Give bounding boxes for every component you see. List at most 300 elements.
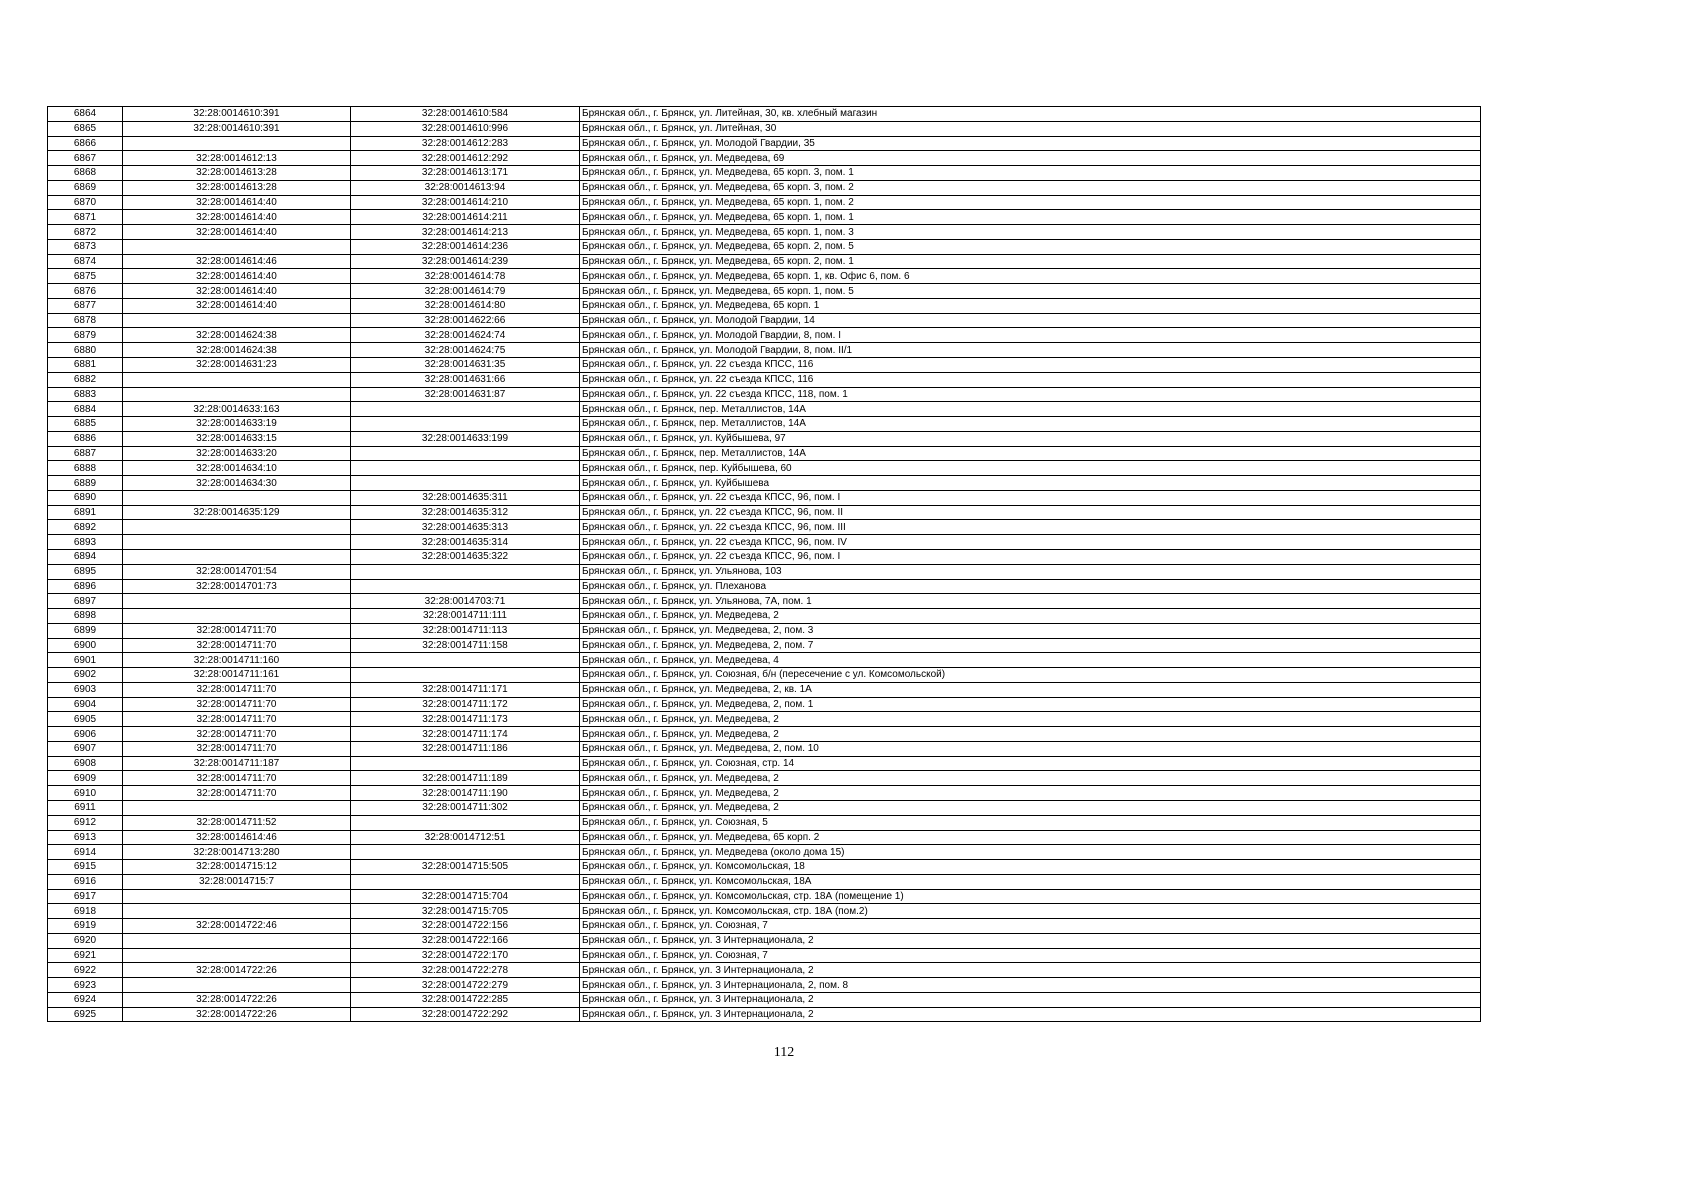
address-cell: Брянская обл., г. Брянск, ул. Медведева, 65 корп. 2, пом. 5: [580, 239, 1481, 254]
parcel-cadastral-number-cell: [123, 889, 351, 904]
parcel-cadastral-number-cell: [123, 904, 351, 919]
table-row: [48, 815, 1481, 830]
parcel-cadastral-number-cell: [123, 520, 351, 535]
row-number-cell: 6884: [48, 402, 123, 417]
object-cadastral-number-cell: 32:28:0014631:66: [351, 372, 580, 387]
row-number-cell: 6911: [48, 800, 123, 815]
address-cell: Брянская обл., г. Брянск, ул. Медведева, 4: [580, 653, 1481, 668]
row-number-cell: 6897: [48, 594, 123, 609]
address-cell: Брянская обл., г. Брянск, ул. Медведева, 2, кв. 1А: [580, 682, 1481, 697]
row-number-cell: 6903: [48, 682, 123, 697]
address-cell: Брянская обл., г. Брянск, ул. Литейная, 30: [580, 121, 1481, 136]
object-cadastral-number-cell: 32:28:0014631:35: [351, 358, 580, 373]
row-number-cell: 6873: [48, 239, 123, 254]
row-number-cell: 6875: [48, 269, 123, 284]
address-cell: Брянская обл., г. Брянск, ул. Комсомольская, 18: [580, 860, 1481, 875]
table-row: [48, 180, 1481, 195]
table-row: [48, 933, 1481, 948]
parcel-cadastral-number-cell: 32:28:0014711:70: [123, 712, 351, 727]
registry-table-body: [48, 107, 1481, 1022]
table-row: [48, 668, 1481, 683]
object-cadastral-number-cell: [351, 579, 580, 594]
row-number-cell: 6872: [48, 225, 123, 240]
row-number-cell: 6867: [48, 151, 123, 166]
object-cadastral-number-cell: 32:28:0014711:302: [351, 800, 580, 815]
object-cadastral-number-cell: 32:28:0014633:199: [351, 431, 580, 446]
row-number-cell: 6890: [48, 490, 123, 505]
object-cadastral-number-cell: 32:28:0014711:171: [351, 682, 580, 697]
row-number-cell: 6894: [48, 549, 123, 564]
address-cell: Брянская обл., г. Брянск, ул. Медведева, 2, пом. 1: [580, 697, 1481, 712]
parcel-cadastral-number-cell: 32:28:0014722:26: [123, 963, 351, 978]
parcel-cadastral-number-cell: 32:28:0014614:40: [123, 195, 351, 210]
parcel-cadastral-number-cell: 32:28:0014633:20: [123, 446, 351, 461]
object-cadastral-number-cell: 32:28:0014612:283: [351, 136, 580, 151]
row-number-cell: 6899: [48, 623, 123, 638]
row-number-cell: 6864: [48, 107, 123, 122]
row-number-cell: 6886: [48, 431, 123, 446]
row-number-cell: 6893: [48, 535, 123, 550]
address-cell: Брянская обл., г. Брянск, ул. Союзная, 5: [580, 815, 1481, 830]
object-cadastral-number-cell: 32:28:0014612:292: [351, 151, 580, 166]
parcel-cadastral-number-cell: [123, 490, 351, 505]
table-row: [48, 978, 1481, 993]
table-row: [48, 579, 1481, 594]
parcel-cadastral-number-cell: 32:28:0014614:40: [123, 298, 351, 313]
table-row: [48, 313, 1481, 328]
object-cadastral-number-cell: 32:28:0014722:285: [351, 992, 580, 1007]
address-cell: Брянская обл., г. Брянск, ул. Комсомольская, 18А: [580, 874, 1481, 889]
address-cell: Брянская обл., г. Брянск, пер. Металлистов, 14А: [580, 417, 1481, 432]
row-number-cell: 6865: [48, 121, 123, 136]
object-cadastral-number-cell: 32:28:0014614:236: [351, 239, 580, 254]
parcel-cadastral-number-cell: 32:28:0014634:10: [123, 461, 351, 476]
row-number-cell: 6922: [48, 963, 123, 978]
parcel-cadastral-number-cell: 32:28:0014633:15: [123, 431, 351, 446]
table-row: [48, 387, 1481, 402]
table-row: [48, 712, 1481, 727]
table-row: [48, 239, 1481, 254]
object-cadastral-number-cell: 32:28:0014635:312: [351, 505, 580, 520]
object-cadastral-number-cell: 32:28:0014614:80: [351, 298, 580, 313]
table-row: [48, 638, 1481, 653]
address-cell: Брянская обл., г. Брянск, ул. 3 Интернационала, 2, пом. 8: [580, 978, 1481, 993]
parcel-cadastral-number-cell: 32:28:0014613:28: [123, 180, 351, 195]
table-row: [48, 431, 1481, 446]
parcel-cadastral-number-cell: 32:28:0014715:12: [123, 860, 351, 875]
address-cell: Брянская обл., г. Брянск, ул. Медведева, 65 корп. 1, пом. 1: [580, 210, 1481, 225]
table-row: [48, 328, 1481, 343]
table-row: [48, 594, 1481, 609]
table-row: [48, 298, 1481, 313]
object-cadastral-number-cell: 32:28:0014614:213: [351, 225, 580, 240]
table-row: [48, 535, 1481, 550]
object-cadastral-number-cell: 32:28:0014711:173: [351, 712, 580, 727]
object-cadastral-number-cell: [351, 402, 580, 417]
object-cadastral-number-cell: 32:28:0014711:186: [351, 741, 580, 756]
address-cell: Брянская обл., г. Брянск, ул. Медведева, 65 корп. 1, кв. Офис 6, пом. 6: [580, 269, 1481, 284]
parcel-cadastral-number-cell: 32:28:0014711:70: [123, 741, 351, 756]
parcel-cadastral-number-cell: 32:28:0014711:70: [123, 638, 351, 653]
parcel-cadastral-number-cell: 32:28:0014711:70: [123, 682, 351, 697]
table-row: [48, 505, 1481, 520]
table-row: [48, 800, 1481, 815]
table-row: [48, 609, 1481, 624]
address-cell: Брянская обл., г. Брянск, ул. 22 съезда КПСС, 96, пом. I: [580, 490, 1481, 505]
parcel-cadastral-number-cell: 32:28:0014635:129: [123, 505, 351, 520]
object-cadastral-number-cell: 32:28:0014614:78: [351, 269, 580, 284]
address-cell: Брянская обл., г. Брянск, ул. Медведева, 2, пом. 7: [580, 638, 1481, 653]
object-cadastral-number-cell: 32:28:0014610:584: [351, 107, 580, 122]
row-number-cell: 6878: [48, 313, 123, 328]
table-row: [48, 904, 1481, 919]
table-row: [48, 490, 1481, 505]
object-cadastral-number-cell: 32:28:0014711:113: [351, 623, 580, 638]
table-row: [48, 195, 1481, 210]
address-cell: Брянская обл., г. Брянск, пер. Металлистов, 14А: [580, 402, 1481, 417]
row-number-cell: 6880: [48, 343, 123, 358]
parcel-cadastral-number-cell: 32:28:0014711:187: [123, 756, 351, 771]
table-row: [48, 372, 1481, 387]
parcel-cadastral-number-cell: 32:28:0014722:26: [123, 992, 351, 1007]
table-row: [48, 225, 1481, 240]
address-cell: Брянская обл., г. Брянск, ул. Медведева, 2: [580, 800, 1481, 815]
address-cell: Брянская обл., г. Брянск, ул. Медведева, 2: [580, 712, 1481, 727]
address-cell: Брянская обл., г. Брянск, ул. 22 съезда КПСС, 96, пом. III: [580, 520, 1481, 535]
row-number-cell: 6908: [48, 756, 123, 771]
object-cadastral-number-cell: 32:28:0014711:172: [351, 697, 580, 712]
address-cell: Брянская обл., г. Брянск, ул. Медведева, 69: [580, 151, 1481, 166]
row-number-cell: 6877: [48, 298, 123, 313]
object-cadastral-number-cell: 32:28:0014715:505: [351, 860, 580, 875]
address-cell: Брянская обл., г. Брянск, ул. Медведева, 65 корп. 1, пом. 5: [580, 284, 1481, 299]
parcel-cadastral-number-cell: 32:28:0014614:40: [123, 284, 351, 299]
parcel-cadastral-number-cell: [123, 313, 351, 328]
object-cadastral-number-cell: [351, 476, 580, 491]
row-number-cell: 6921: [48, 948, 123, 963]
parcel-cadastral-number-cell: [123, 609, 351, 624]
address-cell: Брянская обл., г. Брянск, ул. Молодой Гвардии, 14: [580, 313, 1481, 328]
address-cell: Брянская обл., г. Брянск, ул. Медведева, 65 корп. 1, пом. 3: [580, 225, 1481, 240]
object-cadastral-number-cell: 32:28:0014614:239: [351, 254, 580, 269]
object-cadastral-number-cell: 32:28:0014722:166: [351, 933, 580, 948]
address-cell: Брянская обл., г. Брянск, ул. 22 съезда КПСС, 116: [580, 372, 1481, 387]
table-row: [48, 461, 1481, 476]
address-cell: Брянская обл., г. Брянск, ул. 22 съезда КПСС, 118, пом. 1: [580, 387, 1481, 402]
address-cell: Брянская обл., г. Брянск, ул. Медведева, 2: [580, 786, 1481, 801]
object-cadastral-number-cell: 32:28:0014635:311: [351, 490, 580, 505]
address-cell: Брянская обл., г. Брянск, ул. 22 съезда КПСС, 96, пом. IV: [580, 535, 1481, 550]
address-cell: Брянская обл., г. Брянск, ул. Медведева, 65 корп. 3, пом. 1: [580, 166, 1481, 181]
parcel-cadastral-number-cell: 32:28:0014701:73: [123, 579, 351, 594]
table-row: [48, 948, 1481, 963]
address-cell: Брянская обл., г. Брянск, ул. Литейная, 30, кв. хлебный магазин: [580, 107, 1481, 122]
table-row: [48, 254, 1481, 269]
object-cadastral-number-cell: 32:28:0014712:51: [351, 830, 580, 845]
object-cadastral-number-cell: [351, 417, 580, 432]
address-cell: Брянская обл., г. Брянск, ул. Молодой Гвардии, 8, пом. I: [580, 328, 1481, 343]
parcel-cadastral-number-cell: [123, 948, 351, 963]
row-number-cell: 6882: [48, 372, 123, 387]
row-number-cell: 6898: [48, 609, 123, 624]
address-cell: Брянская обл., г. Брянск, ул. 3 Интернационала, 2: [580, 963, 1481, 978]
parcel-cadastral-number-cell: 32:28:0014610:391: [123, 121, 351, 136]
parcel-cadastral-number-cell: 32:28:0014614:46: [123, 830, 351, 845]
parcel-cadastral-number-cell: 32:28:0014610:391: [123, 107, 351, 122]
address-cell: Брянская обл., г. Брянск, пер. Металлистов, 14А: [580, 446, 1481, 461]
address-cell: Брянская обл., г. Брянск, ул. Ульянова, 103: [580, 564, 1481, 579]
table-row: [48, 269, 1481, 284]
table-row: [48, 136, 1481, 151]
parcel-cadastral-number-cell: 32:28:0014633:19: [123, 417, 351, 432]
address-cell: Брянская обл., г. Брянск, ул. Куйбышева: [580, 476, 1481, 491]
address-cell: Брянская обл., г. Брянск, ул. Медведева, 2: [580, 727, 1481, 742]
row-number-cell: 6883: [48, 387, 123, 402]
address-cell: Брянская обл., г. Брянск, ул. Молодой Гвардии, 8, пом. II/1: [580, 343, 1481, 358]
parcel-cadastral-number-cell: 32:28:0014711:70: [123, 623, 351, 638]
parcel-cadastral-number-cell: 32:28:0014634:30: [123, 476, 351, 491]
object-cadastral-number-cell: 32:28:0014631:87: [351, 387, 580, 402]
row-number-cell: 6900: [48, 638, 123, 653]
row-number-cell: 6910: [48, 786, 123, 801]
table-row: [48, 653, 1481, 668]
row-number-cell: 6902: [48, 668, 123, 683]
row-number-cell: 6915: [48, 860, 123, 875]
parcel-cadastral-number-cell: [123, 372, 351, 387]
table-row: [48, 564, 1481, 579]
object-cadastral-number-cell: 32:28:0014610:996: [351, 121, 580, 136]
row-number-cell: 6916: [48, 874, 123, 889]
address-cell: Брянская обл., г. Брянск, ул. Плеханова: [580, 579, 1481, 594]
object-cadastral-number-cell: 32:28:0014614:210: [351, 195, 580, 210]
row-number-cell: 6909: [48, 771, 123, 786]
object-cadastral-number-cell: 32:28:0014711:158: [351, 638, 580, 653]
table-row: [48, 756, 1481, 771]
address-cell: Брянская обл., г. Брянск, ул. 3 Интернационала, 2: [580, 1007, 1481, 1022]
object-cadastral-number-cell: [351, 564, 580, 579]
row-number-cell: 6879: [48, 328, 123, 343]
parcel-cadastral-number-cell: [123, 387, 351, 402]
parcel-cadastral-number-cell: 32:28:0014713:280: [123, 845, 351, 860]
row-number-cell: 6904: [48, 697, 123, 712]
address-cell: Брянская обл., г. Брянск, ул. Медведева (около дома 15): [580, 845, 1481, 860]
object-cadastral-number-cell: [351, 653, 580, 668]
parcel-cadastral-number-cell: [123, 549, 351, 564]
address-cell: Брянская обл., г. Брянск, ул. Ульянова, 7А, пом. 1: [580, 594, 1481, 609]
parcel-cadastral-number-cell: 32:28:0014711:70: [123, 786, 351, 801]
table-row: [48, 830, 1481, 845]
row-number-cell: 6870: [48, 195, 123, 210]
row-number-cell: 6869: [48, 180, 123, 195]
parcel-cadastral-number-cell: [123, 594, 351, 609]
table-row: [48, 476, 1481, 491]
row-number-cell: 6866: [48, 136, 123, 151]
table-row: [48, 919, 1481, 934]
address-cell: Брянская обл., г. Брянск, ул. Медведева, 2: [580, 771, 1481, 786]
parcel-cadastral-number-cell: 32:28:0014711:70: [123, 771, 351, 786]
row-number-cell: 6905: [48, 712, 123, 727]
address-cell: Брянская обл., г. Брянск, ул. Медведева, 65 корп. 1: [580, 298, 1481, 313]
property-registry-table: [47, 106, 1481, 1022]
row-number-cell: 6913: [48, 830, 123, 845]
parcel-cadastral-number-cell: [123, 535, 351, 550]
row-number-cell: 6889: [48, 476, 123, 491]
address-cell: Брянская обл., г. Брянск, ул. 22 съезда КПСС, 96, пом. II: [580, 505, 1481, 520]
table-row: [48, 343, 1481, 358]
row-number-cell: 6888: [48, 461, 123, 476]
table-row: [48, 446, 1481, 461]
address-cell: Брянская обл., г. Брянск, ул. 22 съезда КПСС, 116: [580, 358, 1481, 373]
object-cadastral-number-cell: [351, 845, 580, 860]
table-row: [48, 284, 1481, 299]
row-number-cell: 6907: [48, 741, 123, 756]
object-cadastral-number-cell: 32:28:0014613:171: [351, 166, 580, 181]
row-number-cell: 6924: [48, 992, 123, 1007]
parcel-cadastral-number-cell: [123, 978, 351, 993]
parcel-cadastral-number-cell: 32:28:0014614:40: [123, 225, 351, 240]
parcel-cadastral-number-cell: 32:28:0014612:13: [123, 151, 351, 166]
object-cadastral-number-cell: 32:28:0014722:278: [351, 963, 580, 978]
row-number-cell: 6896: [48, 579, 123, 594]
row-number-cell: 6901: [48, 653, 123, 668]
parcel-cadastral-number-cell: [123, 800, 351, 815]
row-number-cell: 6881: [48, 358, 123, 373]
page-number: 112: [773, 1045, 795, 1060]
object-cadastral-number-cell: [351, 874, 580, 889]
object-cadastral-number-cell: 32:28:0014711:189: [351, 771, 580, 786]
object-cadastral-number-cell: [351, 461, 580, 476]
object-cadastral-number-cell: [351, 668, 580, 683]
row-number-cell: 6925: [48, 1007, 123, 1022]
table-row: [48, 992, 1481, 1007]
table-row: [48, 682, 1481, 697]
address-cell: Брянская обл., г. Брянск, ул. Комсомольская, стр. 18А (пом.2): [580, 904, 1481, 919]
parcel-cadastral-number-cell: 32:28:0014613:28: [123, 166, 351, 181]
address-cell: Брянская обл., г. Брянск, ул. Медведева, 2, пом. 3: [580, 623, 1481, 638]
row-number-cell: 6919: [48, 919, 123, 934]
address-cell: Брянская обл., г. Брянск, ул. 3 Интернационала, 2: [580, 933, 1481, 948]
table-row: [48, 210, 1481, 225]
object-cadastral-number-cell: [351, 756, 580, 771]
parcel-cadastral-number-cell: 32:28:0014624:38: [123, 343, 351, 358]
row-number-cell: 6917: [48, 889, 123, 904]
object-cadastral-number-cell: 32:28:0014715:704: [351, 889, 580, 904]
table-row: [48, 402, 1481, 417]
object-cadastral-number-cell: 32:28:0014711:111: [351, 609, 580, 624]
address-cell: Брянская обл., г. Брянск, ул. Медведева, 65 корп. 2, пом. 1: [580, 254, 1481, 269]
row-number-cell: 6887: [48, 446, 123, 461]
parcel-cadastral-number-cell: 32:28:0014614:40: [123, 269, 351, 284]
object-cadastral-number-cell: 32:28:0014635:314: [351, 535, 580, 550]
parcel-cadastral-number-cell: 32:28:0014614:46: [123, 254, 351, 269]
table-row: [48, 166, 1481, 181]
address-cell: Брянская обл., г. Брянск, ул. Союзная, стр. 14: [580, 756, 1481, 771]
table-row: [48, 358, 1481, 373]
table-row: [48, 697, 1481, 712]
row-number-cell: 6885: [48, 417, 123, 432]
address-cell: Брянская обл., г. Брянск, ул. Медведева, 65 корп. 1, пом. 2: [580, 195, 1481, 210]
table-row: [48, 1007, 1481, 1022]
parcel-cadastral-number-cell: 32:28:0014715:7: [123, 874, 351, 889]
address-cell: Брянская обл., г. Брянск, ул. Медведева, 65 корп. 3, пом. 2: [580, 180, 1481, 195]
object-cadastral-number-cell: 32:28:0014722:170: [351, 948, 580, 963]
table-row: [48, 845, 1481, 860]
object-cadastral-number-cell: 32:28:0014613:94: [351, 180, 580, 195]
parcel-cadastral-number-cell: 32:28:0014711:52: [123, 815, 351, 830]
table-row: [48, 860, 1481, 875]
address-cell: Брянская обл., г. Брянск, ул. Союзная, 7: [580, 919, 1481, 934]
parcel-cadastral-number-cell: [123, 933, 351, 948]
row-number-cell: 6874: [48, 254, 123, 269]
table-row: [48, 623, 1481, 638]
address-cell: Брянская обл., г. Брянск, ул. Молодой Гвардии, 35: [580, 136, 1481, 151]
object-cadastral-number-cell: 32:28:0014614:211: [351, 210, 580, 225]
parcel-cadastral-number-cell: 32:28:0014722:46: [123, 919, 351, 934]
object-cadastral-number-cell: 32:28:0014703:71: [351, 594, 580, 609]
table-row: [48, 121, 1481, 136]
object-cadastral-number-cell: 32:28:0014635:322: [351, 549, 580, 564]
row-number-cell: 6912: [48, 815, 123, 830]
parcel-cadastral-number-cell: 32:28:0014711:160: [123, 653, 351, 668]
object-cadastral-number-cell: 32:28:0014622:66: [351, 313, 580, 328]
row-number-cell: 6868: [48, 166, 123, 181]
table-row: [48, 417, 1481, 432]
row-number-cell: 6923: [48, 978, 123, 993]
parcel-cadastral-number-cell: 32:28:0014624:38: [123, 328, 351, 343]
address-cell: Брянская обл., г. Брянск, ул. Медведева, 2: [580, 609, 1481, 624]
object-cadastral-number-cell: 32:28:0014722:156: [351, 919, 580, 934]
address-cell: Брянская обл., г. Брянск, ул. Медведева, 2, пом. 10: [580, 741, 1481, 756]
object-cadastral-number-cell: 32:28:0014715:705: [351, 904, 580, 919]
table-row: [48, 151, 1481, 166]
object-cadastral-number-cell: 32:28:0014722:279: [351, 978, 580, 993]
parcel-cadastral-number-cell: 32:28:0014711:70: [123, 727, 351, 742]
parcel-cadastral-number-cell: 32:28:0014614:40: [123, 210, 351, 225]
table-row: [48, 520, 1481, 535]
table-row: [48, 771, 1481, 786]
object-cadastral-number-cell: 32:28:0014624:74: [351, 328, 580, 343]
row-number-cell: 6892: [48, 520, 123, 535]
address-cell: Брянская обл., г. Брянск, ул. Союзная, 7: [580, 948, 1481, 963]
table-row: [48, 963, 1481, 978]
row-number-cell: 6920: [48, 933, 123, 948]
parcel-cadastral-number-cell: 32:28:0014711:161: [123, 668, 351, 683]
address-cell: Брянская обл., г. Брянск, ул. 3 Интернационала, 2: [580, 992, 1481, 1007]
row-number-cell: 6918: [48, 904, 123, 919]
object-cadastral-number-cell: [351, 446, 580, 461]
table-row: [48, 741, 1481, 756]
row-number-cell: 6871: [48, 210, 123, 225]
object-cadastral-number-cell: 32:28:0014614:79: [351, 284, 580, 299]
address-cell: Брянская обл., г. Брянск, ул. 22 съезда КПСС, 96, пом. I: [580, 549, 1481, 564]
table-row: [48, 874, 1481, 889]
object-cadastral-number-cell: 32:28:0014711:190: [351, 786, 580, 801]
row-number-cell: 6914: [48, 845, 123, 860]
parcel-cadastral-number-cell: [123, 239, 351, 254]
row-number-cell: 6906: [48, 727, 123, 742]
table-row: [48, 786, 1481, 801]
object-cadastral-number-cell: 32:28:0014722:292: [351, 1007, 580, 1022]
parcel-cadastral-number-cell: [123, 136, 351, 151]
parcel-cadastral-number-cell: 32:28:0014631:23: [123, 358, 351, 373]
object-cadastral-number-cell: 32:28:0014624:75: [351, 343, 580, 358]
row-number-cell: 6891: [48, 505, 123, 520]
table-row: [48, 107, 1481, 122]
object-cadastral-number-cell: 32:28:0014635:313: [351, 520, 580, 535]
address-cell: Брянская обл., г. Брянск, пер. Куйбышева, 60: [580, 461, 1481, 476]
parcel-cadastral-number-cell: 32:28:0014633:163: [123, 402, 351, 417]
address-cell: Брянская обл., г. Брянск, ул. Союзная, б/н (пересечение с ул. Комсомольской): [580, 668, 1481, 683]
